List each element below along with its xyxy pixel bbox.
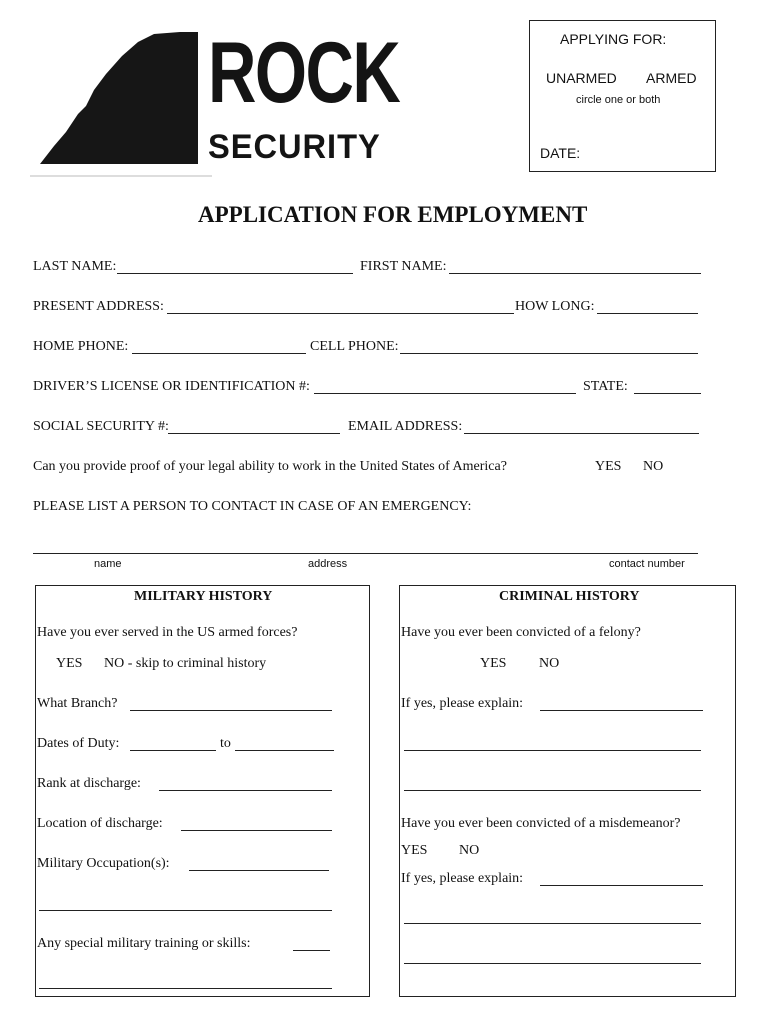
email-label: EMAIL ADDRESS:	[348, 419, 463, 434]
option-armed[interactable]: ARMED	[646, 70, 697, 86]
ssn-field[interactable]	[168, 433, 340, 434]
branch-label: What Branch?	[37, 696, 118, 711]
felony-question: Have you ever been convicted of a felony?	[401, 625, 641, 640]
criminal-history-box	[399, 585, 736, 997]
present-address-label: PRESENT ADDRESS:	[33, 299, 164, 314]
how-long-label: HOW LONG:	[515, 299, 595, 314]
emergency-address-caption: address	[308, 558, 348, 570]
legal-yes-option[interactable]: YES	[595, 459, 622, 474]
training-field-line2[interactable]	[39, 988, 332, 989]
drivers-license-field[interactable]	[314, 393, 576, 394]
served-question: Have you ever served in the US armed forces?	[37, 625, 298, 640]
emergency-name-caption: name	[94, 558, 122, 570]
applying-for-heading: APPLYING FOR:	[560, 31, 667, 47]
felony-explain-label: If yes, please explain:	[401, 696, 524, 711]
felony-explain-field[interactable]	[540, 710, 703, 711]
emergency-contact-caption: contact number	[609, 558, 685, 570]
occupation-field-line2[interactable]	[39, 910, 332, 911]
state-label: STATE:	[583, 379, 628, 394]
branch-field[interactable]	[130, 710, 332, 711]
location-field[interactable]	[181, 830, 332, 831]
applying-for-box	[529, 20, 716, 172]
location-label: Location of discharge:	[37, 816, 163, 831]
training-label: Any special military training or skills:	[37, 936, 251, 951]
training-field[interactable]	[293, 950, 330, 951]
military-history-box	[35, 585, 370, 997]
option-unarmed[interactable]: UNARMED	[546, 70, 617, 86]
legal-no-option[interactable]: NO	[643, 459, 664, 474]
felony-no-option[interactable]: NO	[539, 656, 560, 671]
emergency-contact-field[interactable]	[33, 553, 698, 554]
felony-explain-field-line2[interactable]	[404, 750, 701, 751]
mountain-silhouette-icon	[30, 20, 230, 180]
logo-rock-text: ROCK	[208, 25, 400, 121]
criminal-history-heading: CRIMINAL HISTORY	[499, 589, 640, 604]
ssn-label: SOCIAL SECURITY #:	[33, 419, 169, 434]
drivers-license-label: DRIVER’S LICENSE OR IDENTIFICATION #:	[33, 379, 310, 394]
military-history-heading: MILITARY HISTORY	[134, 589, 273, 604]
misdemeanor-question: Have you ever been convicted of a misdemeanor?	[401, 816, 681, 831]
felony-yes-option[interactable]: YES	[480, 656, 507, 671]
page-title: APPLICATION FOR EMPLOYMENT	[198, 202, 588, 227]
felony-explain-field-line3[interactable]	[404, 790, 701, 791]
logo-security-text: SECURITY	[208, 128, 381, 166]
misdemeanor-explain-field[interactable]	[540, 885, 703, 886]
company-logo	[30, 20, 460, 180]
first-name-field[interactable]	[449, 273, 701, 274]
served-no-option[interactable]: NO - skip to criminal history	[104, 656, 267, 671]
rank-label: Rank at discharge:	[37, 776, 141, 791]
misdemeanor-explain-label: If yes, please explain:	[401, 871, 524, 886]
misdemeanor-explain-field-line2[interactable]	[404, 923, 701, 924]
first-name-label: FIRST NAME:	[360, 259, 447, 274]
rank-field[interactable]	[159, 790, 332, 791]
duty-to-label: to	[220, 736, 231, 751]
state-field[interactable]	[634, 393, 701, 394]
present-address-field[interactable]	[167, 313, 514, 314]
cell-phone-field[interactable]	[400, 353, 698, 354]
cell-phone-label: CELL PHONE:	[310, 339, 399, 354]
last-name-field[interactable]	[117, 273, 353, 274]
date-label: DATE:	[540, 145, 581, 161]
emergency-contact-prompt: PLEASE LIST A PERSON TO CONTACT IN CASE OF AN EMERGENCY:	[33, 499, 472, 514]
home-phone-field[interactable]	[132, 353, 306, 354]
home-phone-label: HOME PHONE:	[33, 339, 129, 354]
misdemeanor-no-option[interactable]: NO	[459, 843, 480, 858]
duty-end-field[interactable]	[235, 750, 334, 751]
duty-start-field[interactable]	[130, 750, 216, 751]
misdemeanor-yes-option[interactable]: YES	[401, 843, 428, 858]
occupation-field[interactable]	[189, 870, 329, 871]
legal-ability-question: Can you provide proof of your legal ability to work in the United States of America?	[33, 459, 507, 474]
occupation-label: Military Occupation(s):	[37, 856, 170, 871]
circle-hint: circle one or both	[576, 94, 661, 106]
last-name-label: LAST NAME:	[33, 259, 117, 274]
served-yes-option[interactable]: YES	[56, 656, 83, 671]
how-long-field[interactable]	[597, 313, 698, 314]
dates-of-duty-label: Dates of Duty:	[37, 736, 120, 751]
misdemeanor-explain-field-line3[interactable]	[404, 963, 701, 964]
email-field[interactable]	[464, 433, 699, 434]
